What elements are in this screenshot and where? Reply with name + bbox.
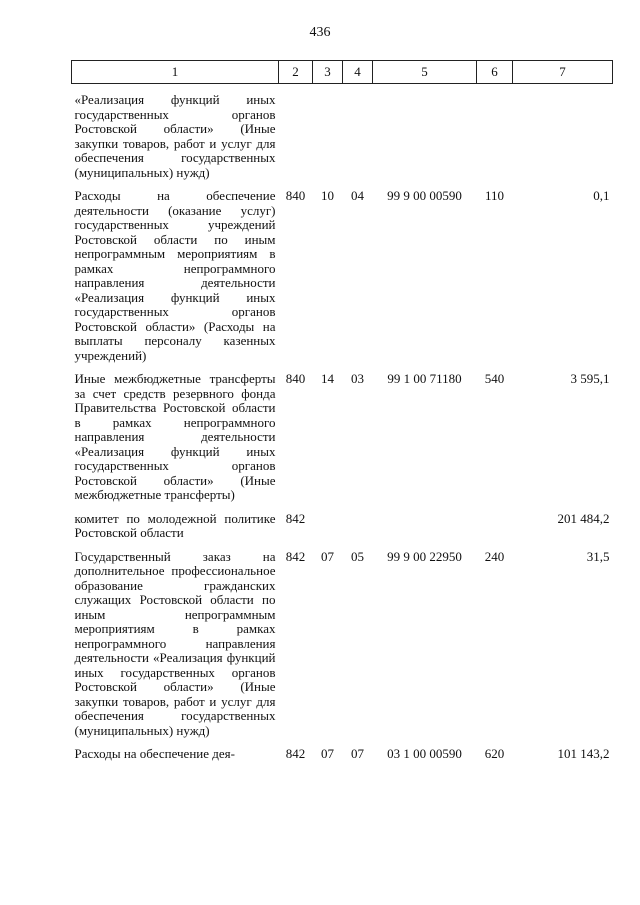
row-rz: [313, 512, 343, 541]
row-ved: 840: [285, 188, 306, 203]
row-csr: 99 1 00 71180: [387, 371, 462, 386]
row-csr: [373, 512, 477, 541]
row-sum: 0,1: [593, 188, 610, 203]
row-rz: 07: [321, 746, 334, 761]
row-ved: [279, 93, 313, 180]
row-ved: 842: [285, 548, 306, 564]
row-sum: 3 595,1: [570, 371, 610, 386]
row-csr: 99 9 00 22950: [387, 548, 462, 564]
row-ved: 842: [285, 510, 306, 526]
table-row: [72, 747, 613, 762]
row-pr: [343, 512, 373, 541]
row-rz: 07: [321, 548, 334, 564]
header-col-2: 2: [279, 61, 313, 84]
header-col-5: 5: [373, 61, 477, 84]
header-row: [72, 61, 613, 84]
header-col-3: 3: [313, 61, 343, 84]
table-row: [72, 512, 613, 541]
row-sum: 201 484,2: [557, 510, 610, 526]
row-ved: 842: [285, 746, 306, 761]
row-rz: [313, 93, 343, 180]
row-name: Расходы на обеспечение дея-: [74, 746, 235, 761]
row-pr: 05: [351, 548, 364, 564]
row-sum: 31,5: [586, 548, 610, 564]
row-sum: [513, 93, 613, 180]
row-name: комитет по молодежной политике Ростовской области: [74, 510, 276, 540]
row-rz: 14: [321, 371, 334, 386]
row-csr: 99 9 00 00590: [387, 188, 462, 203]
header-col-4: 4: [343, 61, 373, 84]
budget-table: [71, 60, 613, 762]
row-pr: 07: [351, 746, 364, 761]
row-vr: 110: [484, 188, 505, 203]
table-row: [72, 550, 613, 739]
row-pr: 04: [351, 188, 364, 203]
table-row: [72, 372, 613, 503]
row-name: Иные межбюджетные трансферты за счет средств резервного фонда Правительства Ростовской области в рамках непрограммного направления деятельности «Реализация функций иных государственных органов Ростовской области» (Иные межбюджетные трансферты): [74, 371, 276, 502]
row-csr: [373, 93, 477, 180]
row-rz: 10: [321, 188, 334, 203]
row-name: «Реализация функций иных государственных органов Ростовской области» (Иные закупки товаров, работ и услуг для обеспечения государственных (муниципальных) нужд): [74, 92, 276, 180]
row-pr: [343, 93, 373, 180]
row-vr: [477, 93, 513, 180]
header-col-7: 7: [513, 61, 613, 84]
row-vr: 620: [484, 746, 505, 761]
row-csr: 03 1 00 00590: [387, 746, 462, 761]
header-col-1: 1: [72, 61, 279, 84]
row-pr: 03: [351, 371, 364, 386]
row-vr: 540: [484, 371, 505, 386]
header-col-6: 6: [477, 61, 513, 84]
table-row: [72, 93, 613, 180]
row-ved: 840: [285, 371, 306, 386]
row-name: Государственный заказ на дополнительное профессиональное образование гражданских служащих Ростовской области по иным непрограммным мероприятиям в рамках непрограммного направления деятельности «Реализация функций иных государственных органов Ростовской области» (Иные закупки товаров, работ и услуг для обеспечения государственных (муниципальных) нужд): [74, 548, 276, 738]
page-number: 436: [309, 25, 331, 40]
row-sum: 101 143,2: [557, 746, 610, 761]
row-vr: 240: [484, 548, 505, 564]
row-name: Расходы на обеспечение деятельности (оказание услуг) государственных учреждений Ростовской области по иным непрограммным мероприятиям в рамках непрограммного направления деятельности «Реализация функций иных государственных органов Ростовской области» (Расходы на выплаты персоналу казенных учреждений): [74, 188, 276, 363]
table-row: [72, 189, 613, 363]
row-vr: [477, 512, 513, 541]
